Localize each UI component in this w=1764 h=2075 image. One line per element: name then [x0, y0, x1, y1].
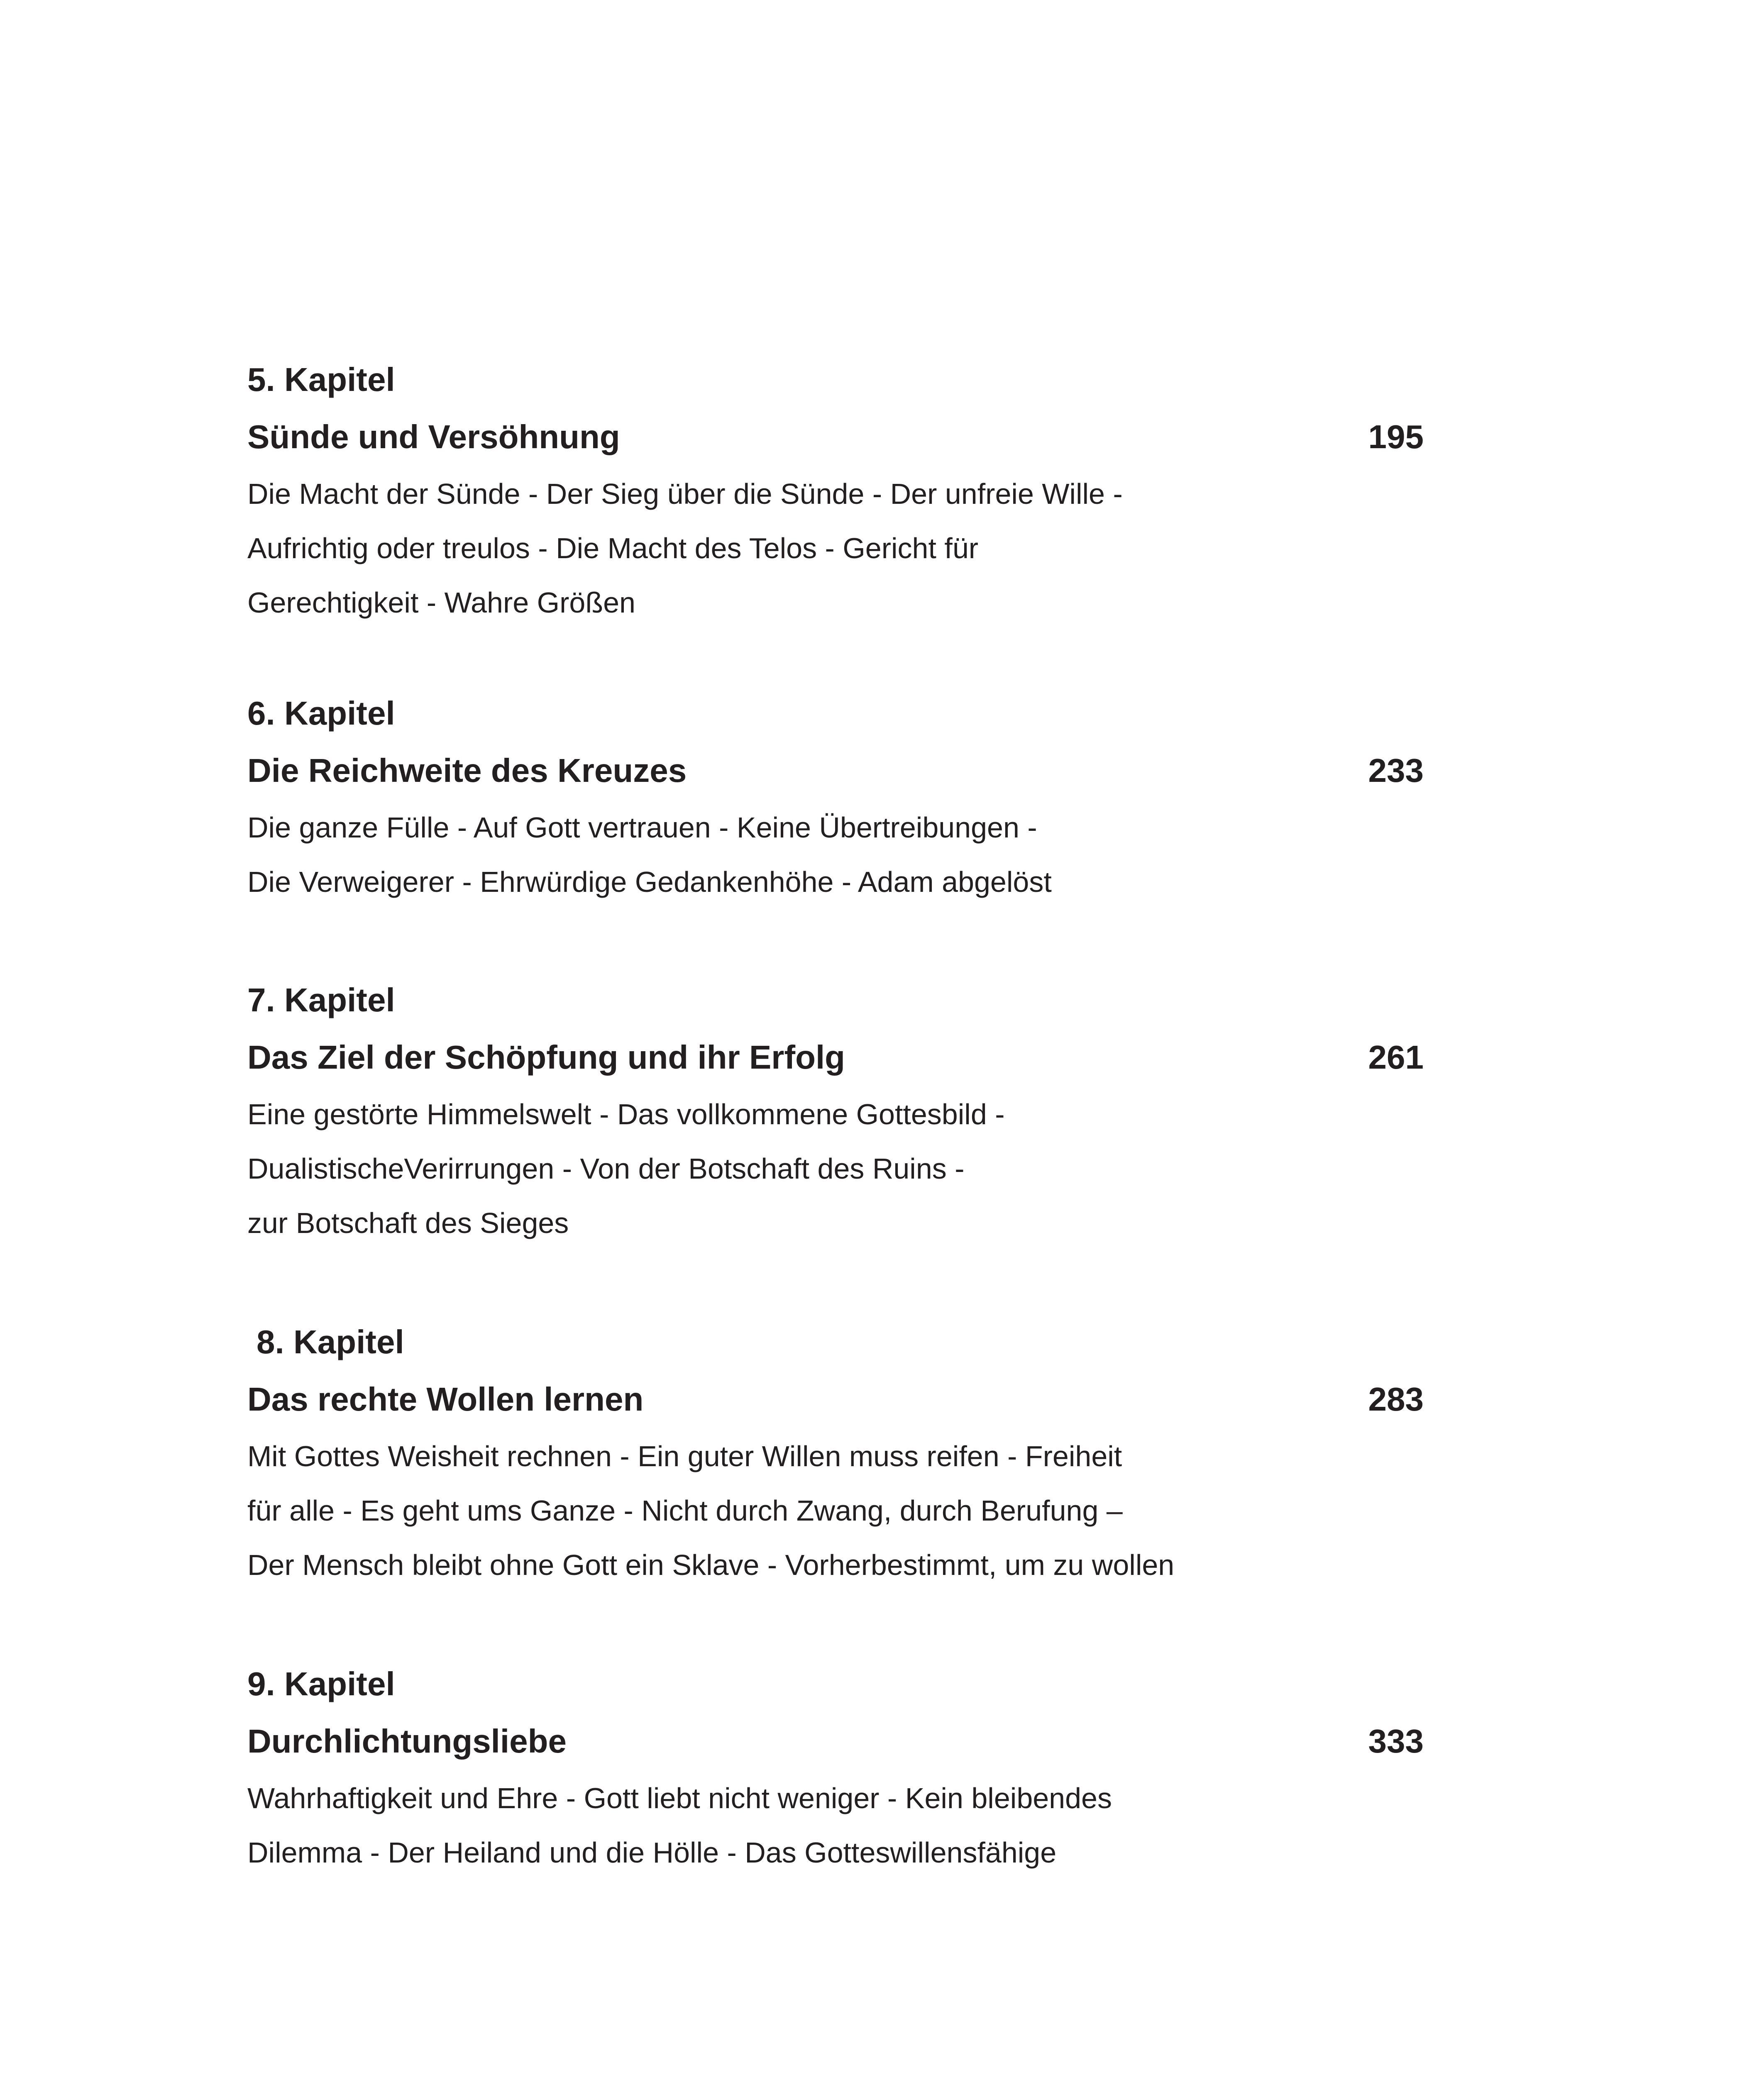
chapter-label: 9. Kapitel [247, 1665, 395, 1702]
chapter-label: 8. Kapitel [257, 1323, 404, 1360]
page-number: 333 [1368, 1723, 1424, 1760]
chapter-title: Die Reichweite des Kreuzes [247, 752, 687, 789]
chapter-title-row [247, 1027, 1424, 1087]
chapter-8-entry [247, 1315, 1424, 1592]
chapter-summary-line: Die Macht der Sünde - Der Sieg über die Sünde - Der unfreie Wille - [247, 478, 1123, 510]
chapter-summary-line: DualistischeVerirrungen - Von der Botschaft des Ruins - [247, 1152, 965, 1185]
page-number: 195 [1368, 418, 1424, 455]
chapter-9-entry [247, 1657, 1424, 1880]
chapter-title-row [247, 740, 1424, 801]
chapter-6-entry [247, 686, 1424, 909]
chapter-summary-line: Gerechtigkeit - Wahre Größen [247, 586, 635, 619]
chapter-title-row [247, 407, 1424, 467]
chapter-summary-line: Wahrhaftigkeit und Ehre - Gott liebt nicht weniger - Kein bleibendes [247, 1782, 1112, 1814]
chapter-title-row [247, 1711, 1424, 1771]
chapter-summary-line: Dilemma - Der Heiland und die Hölle - Das Gotteswillensfähige [247, 1836, 1057, 1869]
chapter-summary-line: für alle - Es geht ums Ganze - Nicht durch Zwang, durch Berufung – [247, 1494, 1123, 1527]
chapter-summary-line: Eine gestörte Himmelswelt - Das vollkommene Gottesbild - [247, 1098, 1005, 1130]
page-number: 283 [1368, 1381, 1424, 1418]
chapter-label: 6. Kapitel [247, 695, 395, 732]
chapter-summary-line: Mit Gottes Weisheit rechnen - Ein guter Willen muss reifen - Freiheit [247, 1440, 1122, 1472]
chapter-summary-line: Die ganze Fülle - Auf Gott vertrauen - Keine Übertreibungen - [247, 811, 1037, 844]
chapter-summary-line: Der Mensch bleibt ohne Gott ein Sklave - Vorherbestimmt, um zu wollen [247, 1549, 1175, 1581]
chapter-7-entry [247, 973, 1424, 1250]
chapter-summary-line: Aufrichtig oder treulos - Die Macht des Telos - Gericht für [247, 532, 979, 564]
chapter-label: 7. Kapitel [247, 981, 395, 1018]
chapter-5-entry [247, 353, 1424, 630]
chapter-label: 5. Kapitel [247, 361, 395, 398]
chapter-summary-line: zur Botschaft des Sieges [247, 1207, 569, 1239]
page-number: 233 [1368, 752, 1424, 789]
chapter-title: Durchlichtungsliebe [247, 1723, 567, 1760]
chapter-title-row [247, 1369, 1424, 1429]
chapter-summary-line: Die Verweigerer - Ehrwürdige Gedankenhöhe - Adam abgelöst [247, 866, 1052, 898]
page-number: 261 [1368, 1039, 1424, 1076]
chapter-title: Das rechte Wollen lernen [247, 1381, 644, 1418]
chapter-title: Das Ziel der Schöpfung und ihr Erfolg [247, 1039, 845, 1076]
chapter-title: Sünde und Versöhnung [247, 418, 620, 455]
